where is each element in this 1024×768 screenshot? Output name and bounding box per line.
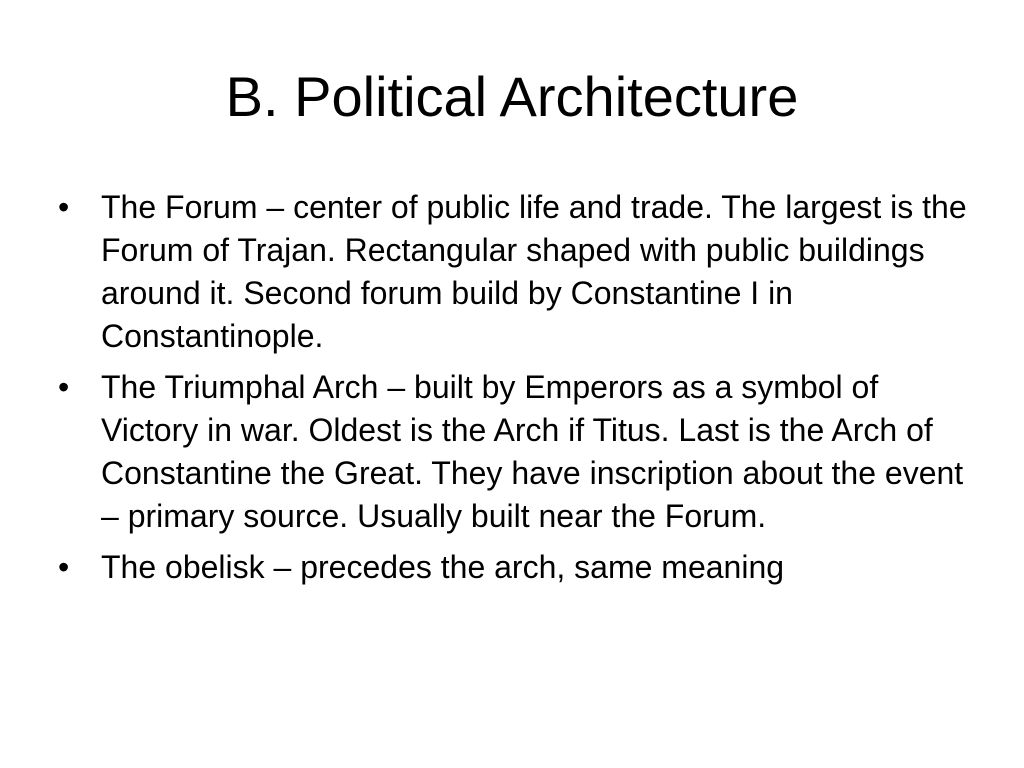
bullet-item-forum (58, 186, 968, 358)
bullet-item-triumphal-arch (58, 366, 968, 538)
bullet-text: The Triumphal Arch – built by Emperors as a symbol of Victory in war. Oldest is the Arch if Titus. Last is the Arch of Constantine the Great. They have inscription about the event – primary source. Usually built near the Forum. (101, 369, 964, 534)
bullet-text: The Forum – center of public life and trade. The largest is the Forum of Trajan. Rectangular shaped with public buildings around it. Second forum build by Constantine I in Constantinople. (101, 189, 967, 354)
bullet-icon: • (58, 549, 70, 585)
slide-title: B. Political Architecture (225, 65, 799, 128)
bullet-list (58, 186, 968, 597)
bullet-icon: • (58, 189, 70, 225)
bullet-text: The obelisk – precedes the arch, same meaning (101, 549, 785, 585)
bullet-icon: • (58, 369, 70, 405)
bullet-item-obelisk (58, 546, 968, 589)
